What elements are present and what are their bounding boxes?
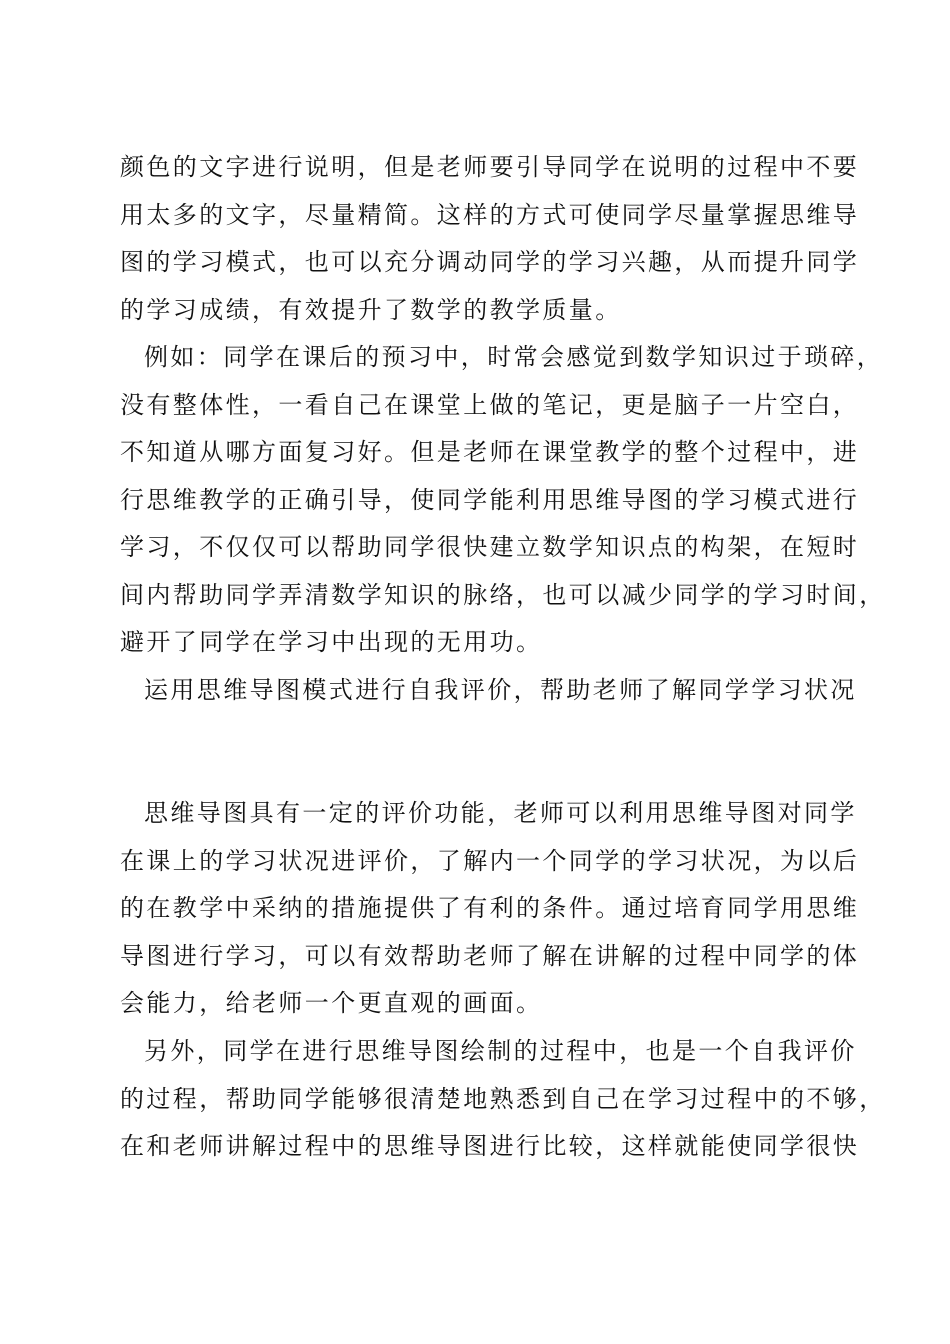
text-line: 避开了同学在学习中出现的无用功。 (120, 628, 543, 656)
text-line: 学习，不仅仅可以帮助同学很快建立数学知识点的构架，在短时 (120, 533, 860, 561)
text-line: 思维导图具有一定的评价功能，老师可以利用思维导图对同学 (144, 799, 857, 827)
text-line: 例如：同学在课后的预习中，时常会感觉到数学知识过于琐碎， (144, 343, 884, 371)
text-line: 颜色的文字进行说明，但是老师要引导同学在说明的过程中不要 (120, 153, 860, 181)
text-line: 的学习成绩，有效提升了数学的教学质量。 (120, 295, 622, 324)
text-line: 会能力，给老师一个更直观的画面。 (120, 989, 543, 1017)
heading-line: 运用思维导图模式进行自我评价，帮助老师了解同学学习状况 (144, 676, 857, 704)
text-line: 不知道从哪方面复习好。但是老师在课堂教学的整个过程中，进 (120, 438, 860, 466)
text-line: 在和老师讲解过程中的思维导图进行比较，这样就能使同学很快 (120, 1132, 860, 1160)
text-line: 另外，同学在进行思维导图绘制的过程中，也是一个自我评价 (144, 1037, 857, 1065)
text-line: 图的学习模式，也可以充分调动同学的学习兴趣，从而提升同学 (120, 248, 860, 276)
text-line: 没有整体性，一看自己在课堂上做的笔记，更是脑子一片空白， (120, 390, 860, 419)
paragraph-1 (120, 144, 860, 334)
text-line: 的在教学中采纳的措施提供了有利的条件。通过培育同学用思维 (120, 894, 860, 922)
text-line: 导图进行学习，可以有效帮助老师了解在讲解的过程中同学的体 (120, 941, 860, 970)
text-line: 行思维教学的正确引导，使同学能利用思维导图的学习模式进行 (120, 485, 860, 514)
paragraph-3 (120, 790, 860, 1028)
text-line: 间内帮助同学弄清数学知识的脉络，也可以减少同学的学习时间， (120, 580, 886, 609)
text-line: 在课上的学习状况进评价，了解内一个同学的学习状况，为以后 (120, 846, 860, 875)
section-heading (120, 667, 857, 715)
paragraph-2 (120, 334, 886, 667)
paragraph-4 (120, 1028, 886, 1171)
text-line: 的过程，帮助同学能够很清楚地熟悉到自己在学习过程中的不够， (120, 1084, 886, 1113)
text-line: 用太多的文字，尽量精简。这样的方式可使同学尽量掌握思维导 (120, 200, 860, 229)
